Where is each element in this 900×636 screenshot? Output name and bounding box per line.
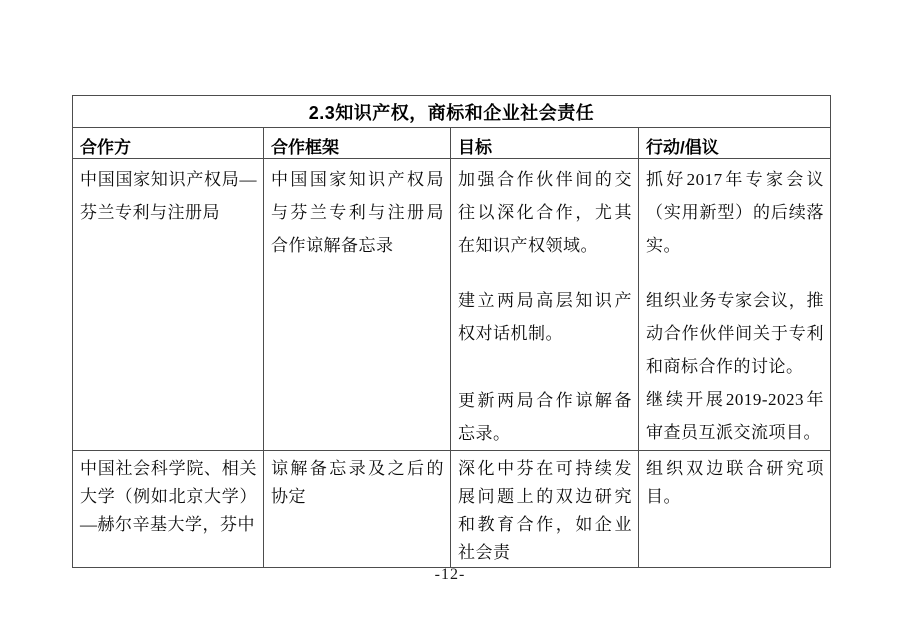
cell-action — [639, 159, 831, 451]
action-paragraph: 组织双边联合研究项目。 — [646, 459, 825, 506]
partner-text: 中国社会科学院、相关大学（例如北京大学）—赫尔辛基大学，芬中 — [80, 459, 257, 534]
column-header-partner: 合作方 — [73, 128, 264, 159]
table-row — [73, 159, 831, 451]
column-header-framework: 合作框架 — [264, 128, 451, 159]
framework-text: 谅解备忘录及之后的协定 — [271, 459, 444, 506]
cell-action — [639, 451, 831, 568]
goal-paragraph: 深化中芬在可持续发展问题上的双边研究和教育合作，如企业社会责 — [458, 459, 632, 562]
table-header-row — [73, 128, 831, 159]
cell-goal — [451, 451, 639, 568]
goal-paragraph: 建立两局高层知识产权对话机制。 — [458, 291, 632, 343]
action-paragraph: 组织业务专家会议，推动合作伙伴间关于专利和商标合作的讨论。 — [646, 291, 825, 376]
action-paragraph: 继续开展2019-2023年审查员互派交流项目。 — [646, 390, 825, 442]
cell-framework — [264, 451, 451, 568]
page-number: -12- — [434, 566, 466, 583]
cell-partner — [73, 451, 264, 568]
table-row — [73, 451, 831, 568]
table-title-row — [73, 96, 831, 128]
goal-paragraph: 更新两局合作谅解备忘录。 — [458, 391, 632, 443]
cell-framework — [264, 159, 451, 451]
framework-text: 中国国家知识产权局与芬兰专利与注册局合作谅解备忘录 — [271, 170, 444, 255]
partner-text: 中国国家知识产权局—芬兰专利与注册局 — [80, 170, 257, 222]
table-title: 2.3知识产权，商标和企业社会责任 — [73, 96, 831, 128]
cooperation-table — [72, 95, 831, 568]
goal-paragraph: 加强合作伙伴间的交往以深化合作，尤其在知识产权领域。 — [458, 170, 632, 255]
column-header-goal: 目标 — [451, 128, 639, 159]
action-paragraph: 抓好2017年专家会议（实用新型）的后续落实。 — [646, 170, 825, 255]
cell-partner — [73, 159, 264, 451]
cell-goal — [451, 159, 639, 451]
column-header-action: 行动/倡议 — [639, 128, 831, 159]
